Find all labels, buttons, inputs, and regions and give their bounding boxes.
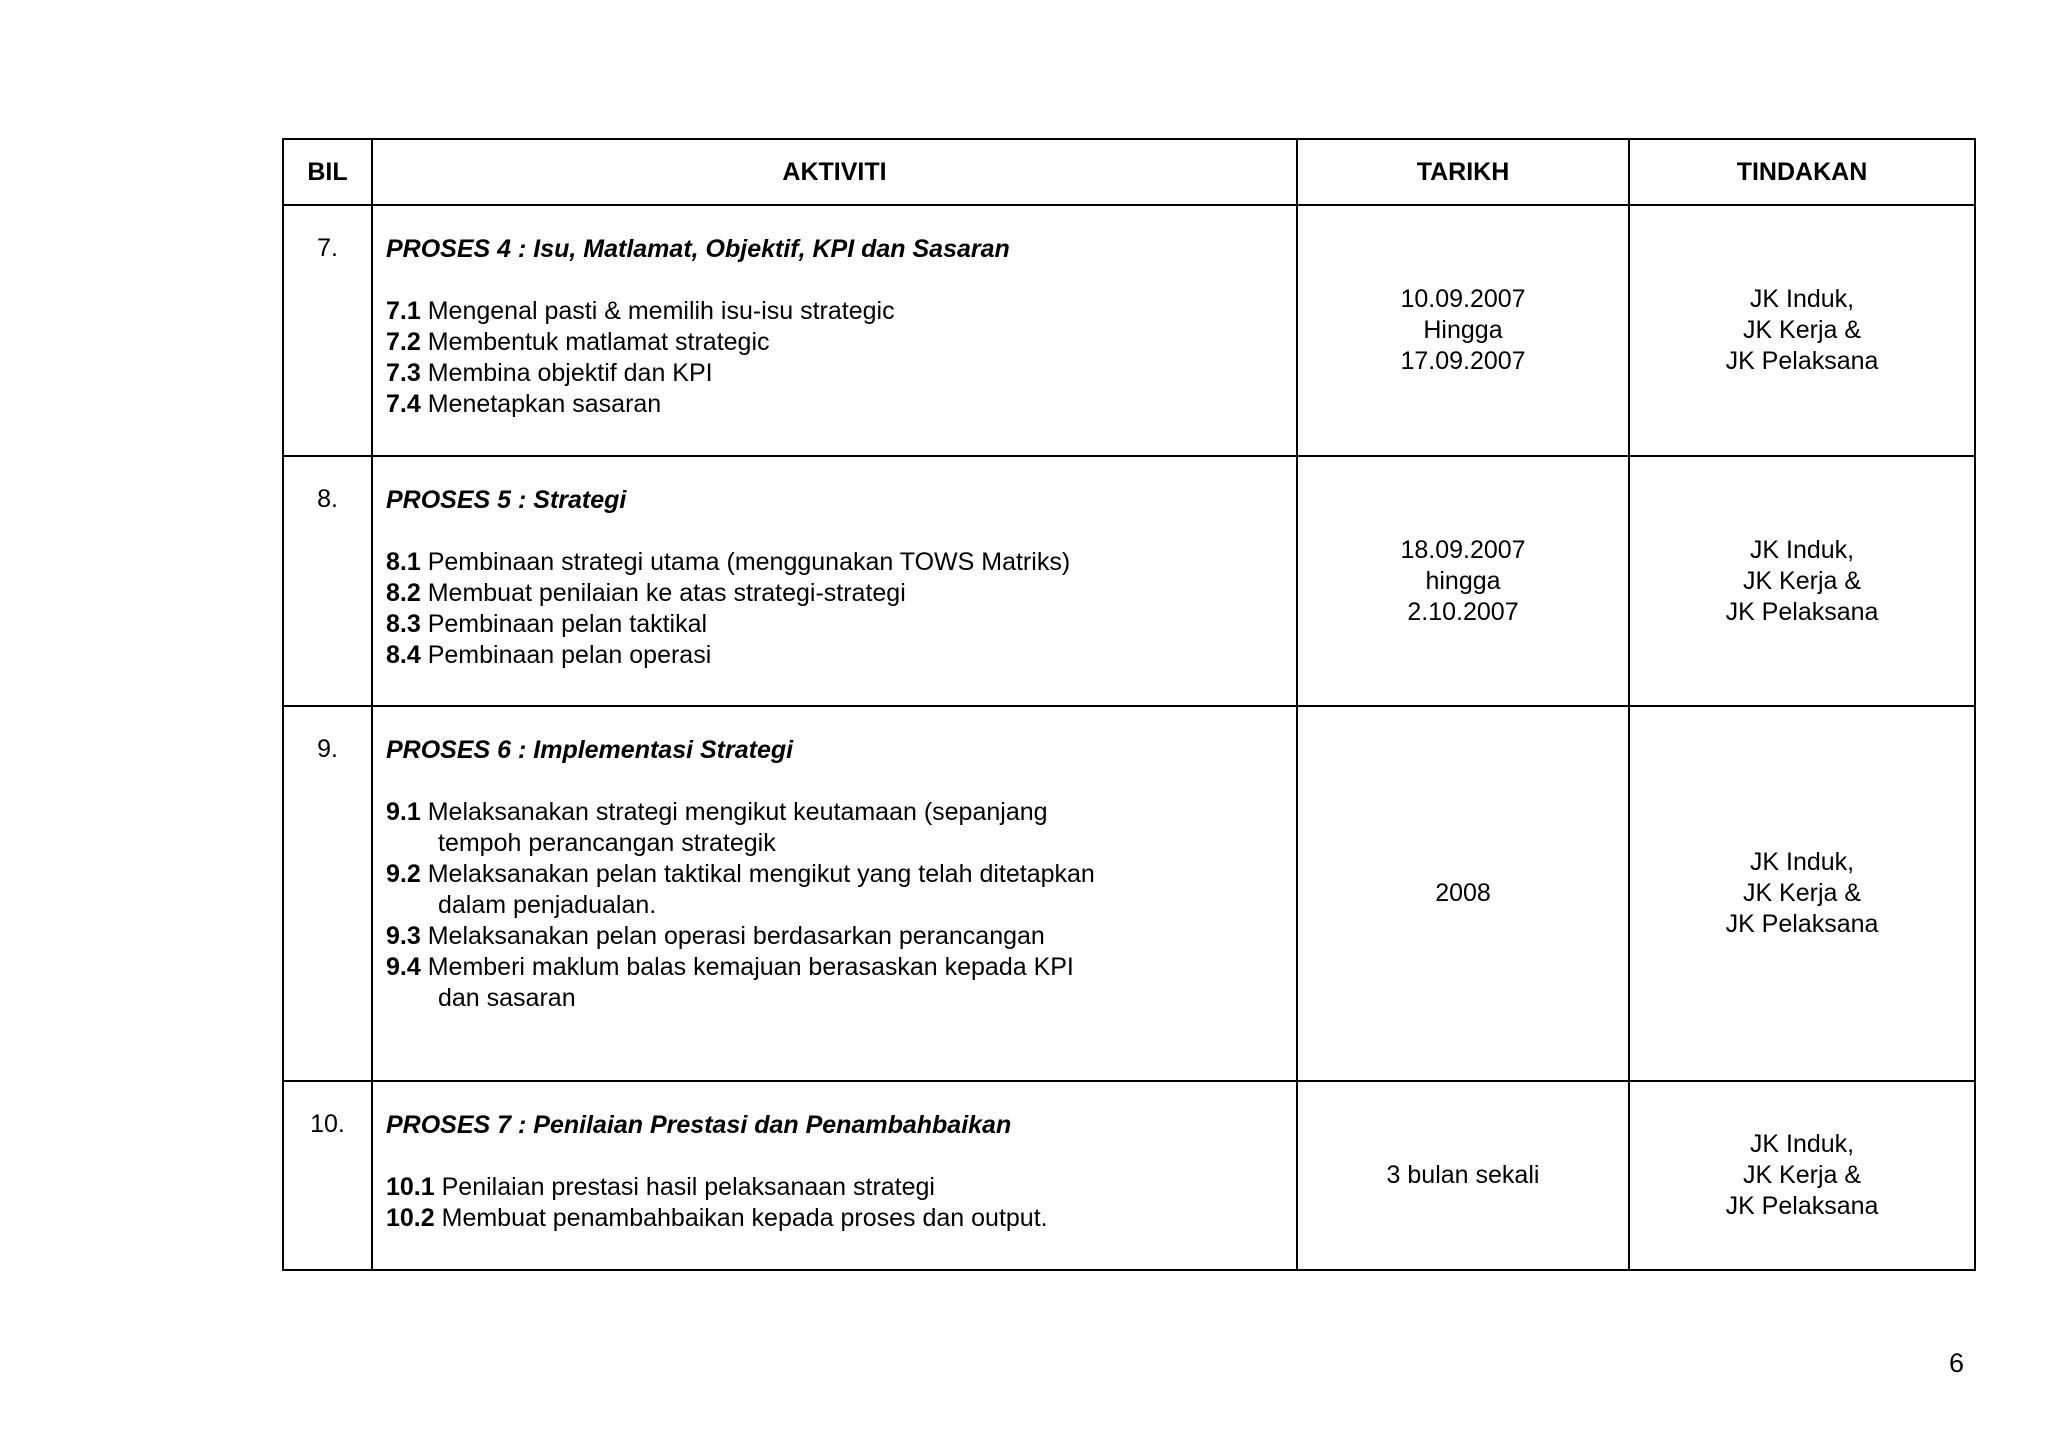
table-row bbox=[283, 706, 1975, 1081]
date-line: 10.09.2007 bbox=[1400, 285, 1526, 313]
action-cell bbox=[1629, 205, 1975, 456]
action-cell bbox=[1629, 706, 1975, 1081]
date-line: 3 bulan sekali bbox=[1386, 1161, 1540, 1189]
activity-item bbox=[386, 640, 1286, 671]
action-line: JK Pelaksana bbox=[1725, 347, 1879, 375]
activity-item bbox=[386, 1172, 1286, 1203]
item-number: 8.4 bbox=[386, 641, 421, 669]
process-title: PROSES 5 : Strategi bbox=[386, 486, 627, 514]
action-line: JK Induk, bbox=[1749, 1130, 1855, 1158]
item-text: Mengenal pasti & memilih isu-isu strategic bbox=[427, 297, 895, 325]
date-cell bbox=[1297, 1081, 1629, 1270]
activity-cell bbox=[372, 706, 1297, 1081]
item-text: Penilaian prestasi hasil pelaksanaan strategi bbox=[441, 1173, 935, 1201]
header-tarikh: TARIKH bbox=[1297, 139, 1629, 205]
activity-item bbox=[386, 952, 1286, 1014]
date-line: 17.09.2007 bbox=[1400, 347, 1526, 375]
item-text: Membentuk matlamat strategic bbox=[427, 328, 770, 356]
date-line: 2008 bbox=[1435, 879, 1491, 907]
item-text: Membuat penilaian ke atas strategi-strategi bbox=[427, 579, 906, 607]
item-number: 7.1 bbox=[386, 297, 421, 325]
action-cell bbox=[1629, 456, 1975, 706]
table-row bbox=[283, 1081, 1975, 1270]
action-line: JK Kerja & bbox=[1742, 1161, 1862, 1189]
item-text: Pembinaan pelan taktikal bbox=[427, 610, 708, 638]
item-number: 7.2 bbox=[386, 328, 421, 356]
activity-item bbox=[386, 797, 1286, 859]
row-number: 8. bbox=[283, 456, 372, 706]
header-aktiviti: AKTIVITI bbox=[372, 139, 1297, 205]
action-line: JK Kerja & bbox=[1742, 316, 1862, 344]
activity-cell bbox=[372, 456, 1297, 706]
date-line: 2.10.2007 bbox=[1407, 597, 1519, 626]
item-number: 7.3 bbox=[386, 359, 421, 387]
action-line: JK Induk, bbox=[1749, 535, 1855, 564]
item-text: Membuat penambahbaikan kepada proses dan output. bbox=[441, 1204, 1048, 1232]
activity-item bbox=[386, 921, 1286, 952]
date-line: 18.09.2007 bbox=[1400, 535, 1526, 564]
activity-item bbox=[386, 389, 1286, 420]
table-header-row bbox=[283, 139, 1975, 205]
date-cell bbox=[1297, 706, 1629, 1081]
item-number: 8.1 bbox=[386, 548, 421, 576]
activity-item bbox=[386, 609, 1286, 640]
date-cell bbox=[1297, 205, 1629, 456]
header-bil: BIL bbox=[283, 139, 372, 205]
item-text: Pembinaan strategi utama (menggunakan TOWS Matriks) bbox=[427, 548, 1071, 576]
row-number: 7. bbox=[283, 205, 372, 456]
process-title: PROSES 7 : Penilaian Prestasi dan Penambahbaikan bbox=[386, 1111, 1012, 1139]
action-cell bbox=[1629, 1081, 1975, 1270]
action-line: JK Kerja & bbox=[1742, 879, 1862, 907]
process-title: PROSES 6 : Implementasi Strategi bbox=[386, 736, 794, 764]
page-number: 6 bbox=[1948, 1348, 1964, 1378]
item-text: Memberi maklum balas kemajuan berasaskan kepada KPI bbox=[427, 953, 1074, 981]
item-text: Melaksanakan pelan taktikal mengikut yang telah ditetapkan bbox=[427, 860, 1095, 888]
item-text: Melaksanakan strategi mengikut keutamaan (sepanjang bbox=[427, 798, 1048, 826]
activity-item bbox=[386, 578, 1286, 609]
action-line: JK Induk, bbox=[1749, 848, 1855, 876]
action-line: JK Kerja & bbox=[1742, 566, 1862, 595]
activity-cell bbox=[372, 205, 1297, 456]
item-number: 9.3 bbox=[386, 922, 421, 950]
item-continuation: dan sasaran bbox=[438, 984, 576, 1012]
item-continuation: dalam penjadualan. bbox=[438, 891, 657, 919]
table-row bbox=[283, 456, 1975, 706]
activity-item bbox=[386, 327, 1286, 358]
item-text: Melaksanakan pelan operasi berdasarkan perancangan bbox=[427, 922, 1045, 950]
table-row bbox=[283, 205, 1975, 456]
date-line: hingga bbox=[1425, 566, 1501, 595]
date-cell bbox=[1297, 456, 1629, 706]
activity-item bbox=[386, 296, 1286, 327]
action-line: JK Induk, bbox=[1749, 285, 1855, 313]
item-number: 9.4 bbox=[386, 953, 421, 981]
item-number: 10.1 bbox=[386, 1173, 435, 1201]
date-line: Hingga bbox=[1423, 316, 1503, 344]
activity-cell bbox=[372, 1081, 1297, 1270]
item-number: 8.3 bbox=[386, 610, 421, 638]
item-number: 10.2 bbox=[386, 1204, 435, 1232]
item-text: Menetapkan sasaran bbox=[427, 390, 662, 418]
item-number: 7.4 bbox=[386, 390, 421, 418]
process-title: PROSES 4 : Isu, Matlamat, Objektif, KPI dan Sasaran bbox=[386, 235, 1010, 263]
activity-table bbox=[282, 138, 1976, 1271]
item-number: 8.2 bbox=[386, 579, 421, 607]
row-number: 9. bbox=[283, 706, 372, 1081]
item-continuation: tempoh perancangan strategik bbox=[438, 829, 776, 857]
item-text: Pembinaan pelan operasi bbox=[427, 641, 712, 669]
action-line: JK Pelaksana bbox=[1725, 910, 1879, 938]
activity-item bbox=[386, 547, 1286, 578]
item-number: 9.2 bbox=[386, 860, 421, 888]
header-tindakan: TINDAKAN bbox=[1629, 139, 1975, 205]
activity-item bbox=[386, 1203, 1286, 1234]
item-number: 9.1 bbox=[386, 798, 421, 826]
activity-item bbox=[386, 358, 1286, 389]
item-text: Membina objektif dan KPI bbox=[427, 359, 713, 387]
action-line: JK Pelaksana bbox=[1725, 1192, 1879, 1220]
row-number: 10. bbox=[283, 1081, 372, 1270]
action-line: JK Pelaksana bbox=[1725, 597, 1879, 626]
activity-item bbox=[386, 859, 1286, 921]
